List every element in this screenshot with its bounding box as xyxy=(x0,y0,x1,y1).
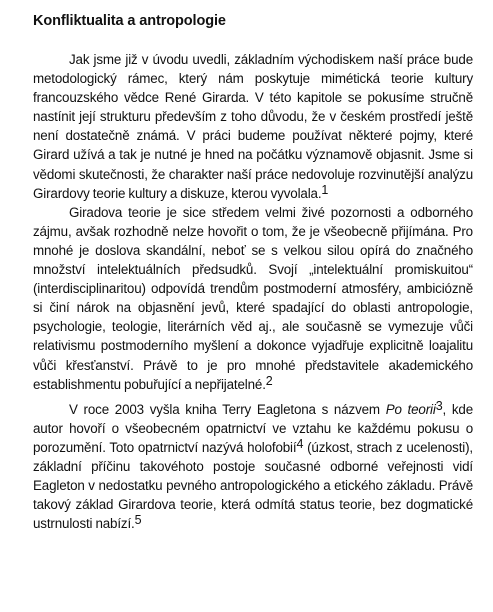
paragraph-1 xyxy=(33,50,473,203)
paragraph-1-text: Jak jsme již v úvodu uvedli, základním východiskem naší práce bude metodologický rámec, který nám poskytuje mimétická teorie kultury francouzského vědce René Girarda. V této kapitole se pokusíme stručně nastínit její strukturu především z toho důvodu, že v českém prostředí ještě není dostatečně známá. V práci budeme používat některé pojmy, které Girard užívá a tak je nutné je hned na počátku významově objasnit. Jsme si vědomi skutečnosti, že charakter naší práce nedovoluje rozvinutější analýzu Girardovy teorie kultury a diskuze, kterou vyvolala. xyxy=(33,52,473,201)
paragraph-3-text-end: (úzkost, strach z ucelenosti), základní příčinu takovéhoto postoje současné odborné veřejnosti vidí Eagleton v nedostatku pevného antropologického a etického základu. Právě takový základ Girardova teorie, která odmítá status teorie, bez dogmatické ustrnulosti nabízí. xyxy=(33,439,473,532)
paragraph-2 xyxy=(33,203,473,394)
paragraph-3 xyxy=(33,400,473,534)
section-title: Konfliktualita a antropologie xyxy=(33,13,226,29)
paragraph-2-text: Giradova teorie je sice středem velmi živé pozornosti a odborného zájmu, avšak rozhodně nelze hovořit o tom, že je všeobecně přijímána. Pro mnohé je doslova skandální, neboť se s velkou silou opírá do značného množství intelektuálních předsudků. Svojí „intelektuální promiskuitou“ (interdisciplinaritou) odpovídá trendům postmoderní atmosféry, ambiciózně si činí nárok na objasnění jevů, které spadající do oblasti antropologie, psychologie, teologie, literárních věd aj., ale současně se vymezuje vůči relativismu postmoderního myšlení a dokonce vyjadřuje explicitně loajalitu vůči křesťanství. Právě to je pro mnohé představitele akademického establishmentu pobuřující a nepřijatelné. xyxy=(33,204,473,392)
paragraph-3-text-start: V roce 2003 vyšla kniha Terry Eagletona s názvem xyxy=(69,401,386,417)
footnote-ref-2[interactable]: 2 xyxy=(265,373,273,388)
book-title: Po teorii xyxy=(385,401,436,417)
footnote-ref-4[interactable]: 4 xyxy=(296,436,304,451)
footnote-ref-5[interactable]: 5 xyxy=(134,513,142,528)
document-page xyxy=(33,12,473,533)
paragraph-3-text-middle: , kde autor hovoří o všeobecném opatrnictví ve vztahu ke každému pokusu o porozumění. Toto opatrnictví nazývá holofobií xyxy=(33,401,473,455)
footnote-ref-3[interactable]: 3 xyxy=(435,398,443,413)
footnote-ref-1[interactable]: 1 xyxy=(321,182,329,197)
